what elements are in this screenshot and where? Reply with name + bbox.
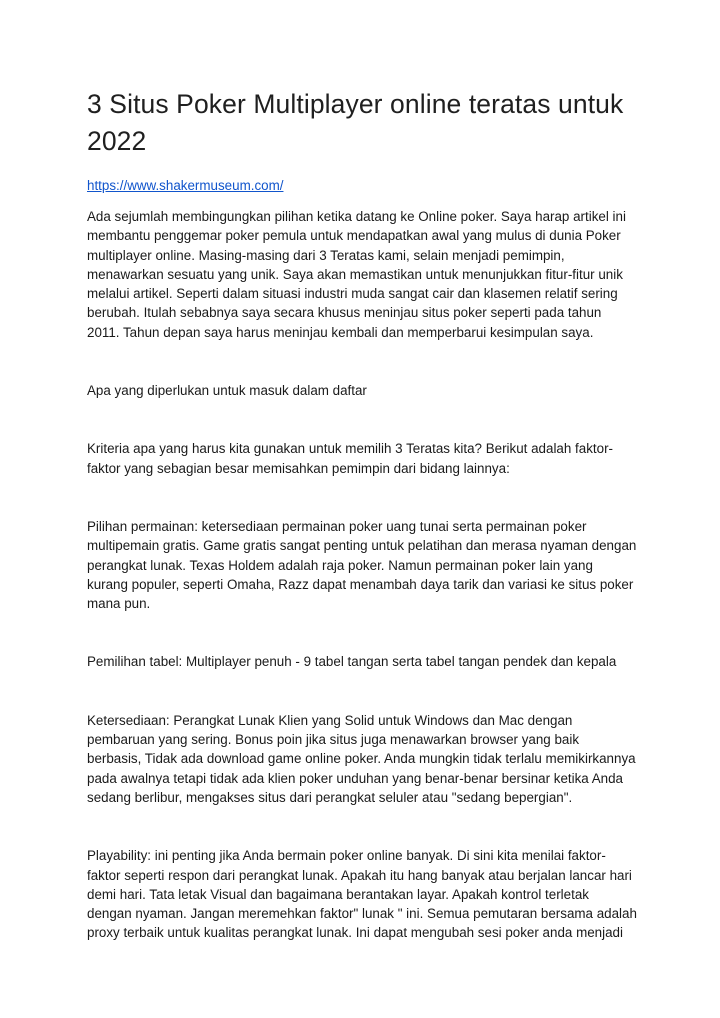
paragraph-criteria: Kriteria apa yang harus kita gunakan untuk memilih 3 Teratas kita? Berikut adalah faktor-faktor yang sebagian besar memisahkan pemimpin dari bidang lainnya: — [87, 441, 613, 476]
paragraph-intro: Ada sejumlah membingungkan pilihan ketika datang ke Online poker. Saya harap artikel ini membantu penggemar poker pemula untuk mendapatkan awal yang mulus di dunia Poker multiplayer online. Masing-masing dari 3 Teratas kami, selain menjadi pemimpin, menawarkan sesuatu yang unik. Saya akan memastikan untuk menunjukkan fitur-fitur unik melalui artikel. Seperti dalam situasi industri muda sangat cair dan klasemen relatif sering berubah. Itulah sebabnya saya secara khusus meninjau situs poker seperti pada tahun 2011. Tahun depan saya harus meninjau kembali dan memperbarui kesimpulan saya. — [87, 209, 626, 340]
paragraph-table-selection: Pemilihan tabel: Multiplayer penuh - 9 tabel tangan serta tabel tangan pendek dan kepala — [87, 654, 617, 670]
source-link[interactable]: https://www.shakermuseum.com/ — [87, 178, 284, 193]
paragraph-game-selection: Pilihan permainan: ketersediaan permainan poker uang tunai serta permainan poker multipemain gratis. Game gratis sangat penting untuk pelatihan dan merasa nyaman dengan perangkat lunak. Texas Holdem adalah raja poker. Namun permainan poker lain yang kurang populer, seperti Omaha, Razz dapat menambah daya tarik dan variasi ke situs poker mana pun. — [87, 518, 637, 612]
document-title: 3 Situs Poker Multiplayer online teratas untuk 2022 — [87, 89, 624, 156]
paragraph-playability: Playability: ini penting jika Anda bermain poker online banyak. Di sini kita menilai faktor-faktor seperti respon dari perangkat lunak. Apakah itu hang banyak atau berjalan lancar hari demi hari. Tata letak Visual dan bagaimana berantakan layar. Apakah kontrol terletak dengan nyaman. Jangan meremehkan faktor" lunak " ini. Semua pemutaran bersama adalah proxy terbaik untuk kualitas perangkat lunak. Ini dapat mengubah sesi poker anda menjadi — [87, 848, 637, 941]
paragraph-availability: Ketersediaan: Perangkat Lunak Klien yang Solid untuk Windows dan Mac dengan pembaruan yang sering. Bonus poin jika situs juga menawarkan browser yang baik berbasis, Tidak ada download game online poker. Anda mungkin tidak terlalu memikirkannya pada awalnya tetapi tidak ada klien poker unduhan yang benar-benar bersinar ketika Anda sedang berlibur, mengakses situs dari perangkat seluler atau "sedang bepergian". — [87, 712, 636, 805]
document-page — [87, 86, 637, 943]
paragraph-list-heading: Apa yang diperlukan untuk masuk dalam daftar — [87, 383, 367, 399]
